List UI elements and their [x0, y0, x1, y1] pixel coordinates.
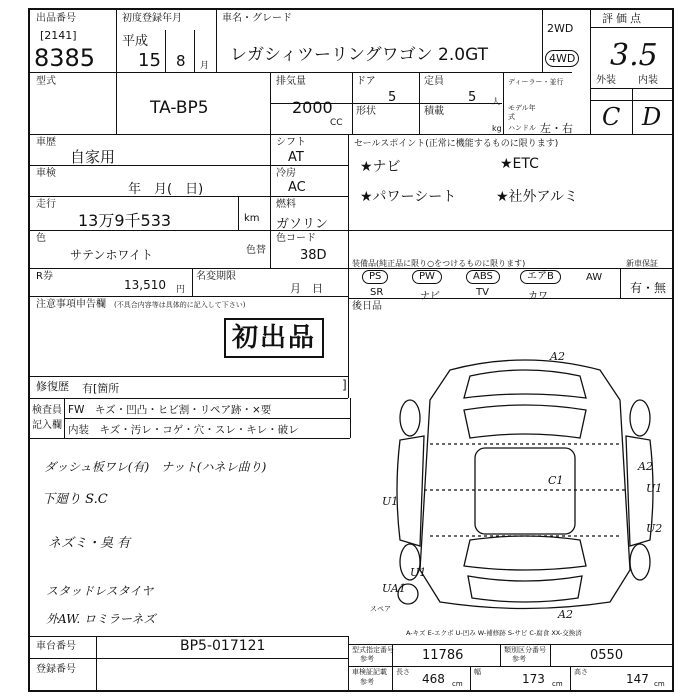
- model-label: 型式: [36, 76, 56, 87]
- divider: [238, 196, 239, 230]
- equipment-abs: ABS: [466, 270, 500, 284]
- handle-value: 左・右: [540, 122, 573, 135]
- divider: [570, 666, 571, 690]
- handwritten-note-3: ネズミ・臭 有: [48, 536, 131, 551]
- displacement-value: 2000: [292, 98, 333, 117]
- exterior-label: 外装: [596, 75, 616, 86]
- divider: [30, 268, 672, 269]
- equipment-airbag: エアB: [520, 270, 561, 284]
- displacement-unit: CC: [330, 118, 343, 128]
- model-number-label: 型式指定番号: [352, 646, 394, 654]
- handwritten-note-2: 下廻り S.C: [42, 492, 108, 507]
- divider: [590, 10, 591, 134]
- divider: [30, 72, 572, 73]
- capacity-value: 5: [468, 90, 477, 105]
- model-value: TA-BP5: [150, 98, 209, 118]
- interior-grade: D: [642, 103, 662, 131]
- inspection-value: 年 月( 日): [128, 182, 204, 197]
- name-change-value: 月 日: [290, 282, 323, 295]
- reg-month: 8: [176, 52, 186, 70]
- warranty-label: 新車保証: [626, 259, 658, 268]
- divider: [348, 268, 349, 398]
- divider: [30, 376, 348, 377]
- capacity-label: 定員: [424, 76, 444, 87]
- width-value: 173: [522, 672, 545, 686]
- chassis-value: BP5-017121: [180, 638, 266, 654]
- doors-value: 5: [388, 90, 397, 105]
- equipment-navi: ナビ: [420, 291, 440, 302]
- equipment-label: 装備品(純正品に限り○をつけるものに限ります): [352, 259, 526, 268]
- divider: [590, 27, 672, 28]
- size-label: 車検証記載: [352, 668, 387, 676]
- repair-bracket: ]: [342, 378, 347, 392]
- dealer-label: ディーラー・並行: [508, 78, 564, 86]
- divider: [348, 298, 672, 299]
- divider: [30, 636, 348, 637]
- color-code-label: 色コード: [276, 233, 316, 244]
- mileage-value: 13万9千533: [78, 211, 172, 230]
- reg-date-label: 初度登録年月: [122, 13, 182, 24]
- sales-point-2: ★ETC: [500, 156, 539, 172]
- divider: [30, 134, 672, 135]
- color-code-value: 38D: [300, 248, 327, 263]
- divider: [116, 10, 117, 134]
- score-label: 評価点: [602, 12, 644, 25]
- equipment-ps: PS: [362, 270, 388, 284]
- load-unit: kg: [492, 124, 502, 133]
- handwritten-note-1: ダッシュ板ワレ(有) ナット(ハネレ曲り): [44, 460, 267, 474]
- lot-label: 出品番号: [36, 13, 76, 24]
- first-listing-stamp: 初出品: [224, 318, 324, 358]
- divider: [350, 398, 351, 438]
- drive-2wd: 2WD: [547, 22, 574, 35]
- notes-sub: (不具合内容等は具体的に記入して下さい): [114, 301, 246, 309]
- name-change-label: 名変期限: [196, 271, 236, 282]
- registration-label: 登録番号: [36, 664, 76, 675]
- recycle-value: 13,510: [124, 278, 166, 292]
- history-value: 自家用: [70, 148, 116, 166]
- divider: [550, 644, 551, 666]
- divider: [348, 666, 672, 667]
- notes-label: 注意事項申告欄: [36, 299, 106, 310]
- repair-label: 修復歴: [36, 380, 69, 393]
- divider: [64, 418, 350, 419]
- recycle-label: R券: [36, 271, 53, 282]
- length-value: 468: [422, 672, 445, 686]
- sales-points-label: セールスポイント(正常に機能するものに限ります): [354, 139, 559, 149]
- sales-point-1: ★ナビ: [360, 159, 401, 175]
- shape-label: 形状: [356, 106, 376, 117]
- era: 平成: [122, 34, 149, 49]
- damage-legend: A-キズ E-エクボ U-凹み W-補修跡 S-サビ C-腐食 XX-交換済: [406, 629, 582, 637]
- inspector-row-2: 内装 キズ・汚レ・コゲ・穴・スレ・キレ・破レ: [68, 424, 299, 436]
- divider: [620, 268, 621, 298]
- equipment-leather: カワ: [528, 291, 548, 302]
- handle-label: ハンドル: [508, 124, 536, 132]
- width-label: 幅: [474, 668, 481, 676]
- divider: [165, 30, 166, 72]
- damage-mark-a2-rear: A2: [558, 608, 573, 621]
- interior-label: 内装: [638, 75, 658, 86]
- ac-label: 冷房: [276, 168, 296, 179]
- divider: [270, 134, 271, 268]
- equipment-tv: TV: [476, 287, 489, 298]
- divider: [194, 30, 195, 72]
- divider: [192, 268, 193, 296]
- recycle-unit: 円: [176, 285, 186, 295]
- damage-mark-ua1: UA1: [382, 582, 406, 595]
- damage-mark-u1-left: U1: [382, 495, 399, 508]
- capacity-unit: 人: [492, 97, 500, 106]
- divider: [348, 134, 349, 268]
- divider: [632, 88, 633, 134]
- model-number-value: 11786: [422, 648, 464, 663]
- height-unit: cm: [654, 680, 665, 688]
- category-label: 類別区分番号: [504, 646, 546, 654]
- auction-sheet: [28, 8, 674, 692]
- displacement-label: 排気量: [276, 76, 306, 87]
- damage-mark-a2-right: A2: [638, 460, 653, 473]
- lot-number: 8385: [34, 44, 96, 72]
- height-label: 高さ: [574, 668, 588, 676]
- handwritten-note-5: 外AW. ロミラーネズ: [46, 612, 156, 626]
- divider: [500, 644, 501, 666]
- exterior-grade: C: [602, 103, 621, 131]
- doors-label: ドア: [356, 76, 376, 87]
- divider: [590, 88, 672, 89]
- car-outline: [397, 360, 653, 609]
- size-sub: 参考: [360, 678, 374, 686]
- divider: [470, 666, 471, 690]
- history-label: 車歴: [36, 137, 56, 148]
- score-value: 3.5: [610, 38, 658, 73]
- color-change-label: 色替: [246, 245, 266, 256]
- name-label: 車名・グレード: [222, 13, 292, 24]
- shift-label: シフト: [276, 137, 306, 148]
- color-label: 色: [36, 233, 46, 244]
- model-year-label: モデル年式: [508, 104, 536, 121]
- width-unit: cm: [552, 680, 563, 688]
- length-unit: cm: [452, 680, 463, 688]
- inspector-row-1: FW キズ・凹凸・ヒビ割・リペア跡・×要: [68, 404, 272, 416]
- length-label: 長さ: [396, 668, 410, 676]
- divider: [348, 644, 672, 645]
- after-label: 後日品: [352, 301, 382, 312]
- fuel-value: ガソリン: [276, 217, 329, 232]
- damage-mark-c1: C1: [548, 474, 564, 487]
- divider: [30, 438, 350, 439]
- divider: [216, 10, 217, 72]
- damage-mark-a2-front: A2: [550, 350, 565, 363]
- sales-point-4: ★社外アルミ: [496, 189, 578, 205]
- divider: [590, 100, 672, 101]
- divider: [30, 658, 348, 659]
- drive-4wd: 4WD: [545, 50, 579, 67]
- color-value: サテンホワイト: [70, 248, 154, 262]
- divider: [30, 398, 348, 399]
- spare-label: スペア: [370, 605, 391, 613]
- height-value: 147: [626, 672, 649, 686]
- warranty-value: 有・無: [630, 281, 667, 295]
- model-number-sub: 参考: [360, 655, 374, 663]
- inspector-label-1: 検査員: [32, 405, 62, 416]
- category-sub: 参考: [512, 655, 526, 663]
- ac-value: AC: [288, 180, 306, 195]
- equipment-pw: PW: [412, 270, 442, 284]
- lot-sub: [2141]: [40, 29, 77, 42]
- inspection-label: 車検: [36, 168, 56, 179]
- reg-year: 15: [138, 50, 161, 71]
- car-damage-diagram: [380, 340, 670, 622]
- chassis-label: 車台番号: [36, 641, 76, 652]
- sales-point-3: ★パワーシート: [360, 189, 457, 205]
- category-value: 0550: [590, 648, 624, 663]
- fuel-label: 燃料: [276, 199, 296, 210]
- mileage-label: 走行: [36, 199, 56, 210]
- inspector-label-2: 記入欄: [32, 420, 62, 431]
- divider: [96, 636, 97, 690]
- handwritten-note-4: スタッドレスタイヤ: [46, 584, 154, 598]
- load-label: 積載: [424, 106, 444, 117]
- damage-mark-u1-right: U1: [646, 482, 663, 495]
- divider: [503, 72, 504, 134]
- damage-mark-u1-lower: U1: [410, 566, 427, 579]
- equipment-sr: SR: [370, 287, 384, 298]
- car-name: レガシィツーリングワゴン 2.0GT: [230, 45, 489, 65]
- month-unit: 月: [200, 61, 210, 71]
- equipment-aw: AW: [586, 272, 603, 283]
- divider: [542, 10, 543, 72]
- divider: [348, 230, 672, 231]
- divider: [30, 296, 348, 297]
- repair-value: 有[箇所: [82, 382, 120, 395]
- mileage-unit: km: [244, 213, 260, 224]
- shift-value: AT: [288, 150, 304, 165]
- damage-mark-u2-right: U2: [646, 522, 663, 535]
